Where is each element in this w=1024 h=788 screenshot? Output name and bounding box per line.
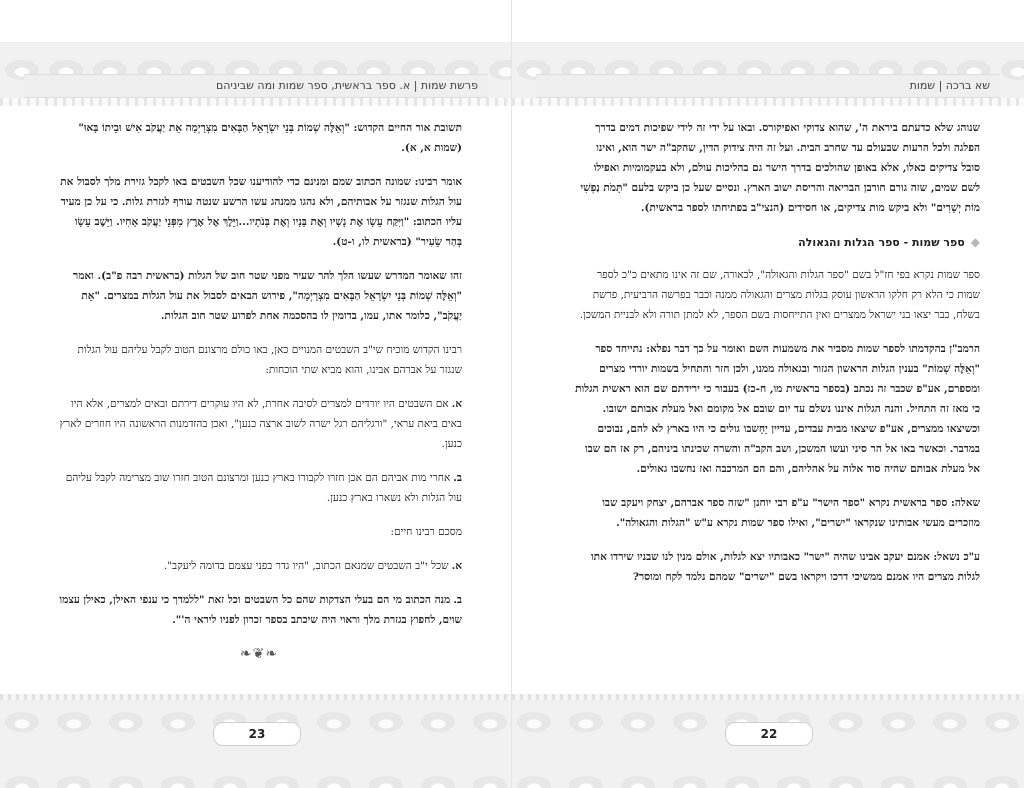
page-number: 22 [725, 722, 813, 746]
list-item: ב.אחרי מות אביהם הם אכן חזרו לקבורו בארץ כנען ומרצונם הטוב חזרו שוב מצרימה לקבל עליהם עול הגלות ולא נשארו בארץ כנען. [65, 472, 462, 504]
paragraph: ספר שמות נקרא בפי חז"ל בשם "ספר הגלות והגאולה", לכאורה, שם זה אינו מתאים כ"כ לספר שמות כי הלא רק חלקו הראשון עוסק בגלות מצרים והגאולה ממנה וכבר בפרשה הרביעית, פרשת בשלח, כבר יצאו בני ישראל ממצרים ואין התייחסות בשם הספר, לא למתן תורה ולא לבניית המשכן. [579, 269, 980, 321]
diamond-bullet-icon: ◆ [970, 235, 980, 249]
paragraph: שנוהג שלא כדעתם ביראת ה', שהוא צדוקי ואפיקורס. ובאו על ידי זה לידי שפיכות דמים בדרך הפלגה ולכל הרעות שבעולם עד שחרב הבית. ועל זה היה צידוק הדין, שהקב"ה ישר הוא, ואינו סובל צדיקים כאלו, אלא באופן שהולכים בדרך הישר גם בהליכות עולם, ולא בעקמומיות ואפילו לשם שמים, שזה גורם חורבן הבריאה והריסת ישוב הארץ. ונסיים שעל כן ביקש בלעם "תָּמֹת נַפְשִׁי מוֹת יְשָׁרִים" ולא ביקש מות צדיקים, או חסידים (הנצי"ב בפתיחתו לספר בראשית). [580, 122, 980, 214]
paragraph: אומר רבינו: שמונה הכתוב שמם ומנינם כדי להודיענו שכל השבטים באו לקבל גזירת מלך לסבול את עול הגלות שנגזר על אבותיהם, ולא נהגו ממנהג עשו הרשע שנטה עורף לגזרת גלות. כי על כן מעיד עליו הכתוב: "וַיִּקַּח עֵשָׂו אֶת נָשָׁיו וְאֶת בָּנָיו וְאֶת בְּנֹתָיו...וַיֵּלֶךְ אֶל אֶרֶץ מִפְּנֵי יַעֲקֹב אָחִיו. וַיֵּשֶׁב עֵשָׂו בְּהַר שֵׂעִיר" (בראשית לו, ו-ט). [60, 176, 462, 248]
page-body [574, 118, 980, 678]
page-body [56, 118, 462, 678]
running-header: שא ברכה | שמות [536, 74, 1000, 98]
paragraph: מסכם רבינו חיים: [390, 526, 462, 538]
paragraph: רבינו הקדוש מוכיח שי"ב השבטים המנויים כאן, באו כולם מרצונם הטוב לקבל עליהם עול הגלות שנגזר על אברהם אבינו, והוא מביא שתי הוכחות: [77, 344, 462, 376]
paragraph: הרמב"ן בהקדמתו לספר שמות מסביר את משמעות השם ואומר על כך דבר נפלא: נתייחד ספר "וְאֵלֶּה שְׁמוֹת" בענין הגלות הראשון הגזור ובגאולה ממנו, ולכן חזר והתחיל בשמות יורדי מצרים ומספרם, אע"פ שכבר זה נכתב (בספר בראשית מו, ח-כז) בעבור כי ירידתם שם הוא ראשית הגלות כי מאז זה התחיל. והנה הגלות איננו נשלם עד יום שובם אל מקומם ואל מעלת אבותם ישובו. וכשיצאו ממצרים, אע"פ שיצאו מבית עבדים, עדיין יֵחָשבו גולים כי היו בארץ לא להם, נבוכים במדבר. וכאשר באו אל הר סיני ועשו המשכן, ושב הקב"ה והשרה שכינתו ביניהם, רק אז הם שבו אל מעלת אבותם שהיה סוד אלוה על אהליהם, והם הם המרכבה ואז נחשבו גאולים. [575, 343, 980, 475]
flourish-divider-icon: ❧❦❧ [239, 646, 279, 662]
paragraph: תשובת אור החיים הקדוש: "וְאֵלֶּה שְׁמוֹת בְּנֵי יִשְׂרָאֵל הַבָּאִים מִצְרָיְמָה אֵת יַעֲקֹב אִישׁ וּבֵיתוֹ בָּאוּ" (שמות א, א). [78, 122, 462, 154]
section-title: ◆ספר שמות - ספר הגלות והגאולה [798, 235, 980, 249]
list-item: ב.מנה הכתוב מי הם בעלי הצדקות שהם כל השבטים וכל זאת "ללמדך כי ענפי האילן, כאילן עצמו שוים, לחפוץ בגזרת מלך וראוי היה שיכתב בספר זכרון לפניו ליראי ה'". [59, 594, 462, 626]
paragraph: שאלה: ספר בראשית נקרא "ספר הישר" ע"פ רבי יוחנן "שזה ספר אברהם, יצחק ויעקב שבו מוזכרים מעשי אבותינו שנקראו "ישרים", ואילו ספר שמות נקרא ע"ש "הגלות והגאולה". [602, 497, 980, 529]
list-item: א.אם השבטים היו יורדים למצרים לסיבה אחרת, לא היו עוקרים דירתם ובאים למצרים, אלא היו באים ביאת עראי, "ורגליהם רגל ישרה לשוב ארצה כנען", ואכן בהזדמנות הראשונה היו חוזרים לארץ כנען. [59, 398, 462, 450]
paragraph: ע"כ נשאל: אמנם יעקב אבינו שהיה "ישר" כאבותיו יצא לגלות, אולם מנין לנו שבניו שירדו אתו לגלות מצרים היו אמנם ממשיכי דרכו ויקראו בשם "ישרים" שמהם נלמד לקח ומוסר? [590, 551, 980, 583]
page-22 [512, 0, 1024, 788]
paragraph: זהו שאומר המדרש שעשו הלך להר שעיר מפני שטר חוב של הגלות (בראשית רבה פ"ב). ואמר "וְאֵלֶּה שְׁמוֹת בְּנֵי יִשְׂרָאֵל הַבָּאִים מִצְרָיְמָה", פירוש הבאים לסבול את עול הגלות במצרים. "אֵת יַעֲקֹב", כלומר אתו, עמו, בדומין לו בהסכמה אחת לפרוע שטר חוב הגלות. [73, 270, 462, 322]
page-number: 23 [213, 722, 301, 746]
running-header: פרשת שמות | א. ספר בראשית, ספר שמות ומה שביניהם [24, 74, 488, 98]
list-item: א.שכל י"ב השבטים שמנאם הכתוב, "היו גדר בפני עצמם בדומה ליעקב". [163, 560, 462, 572]
